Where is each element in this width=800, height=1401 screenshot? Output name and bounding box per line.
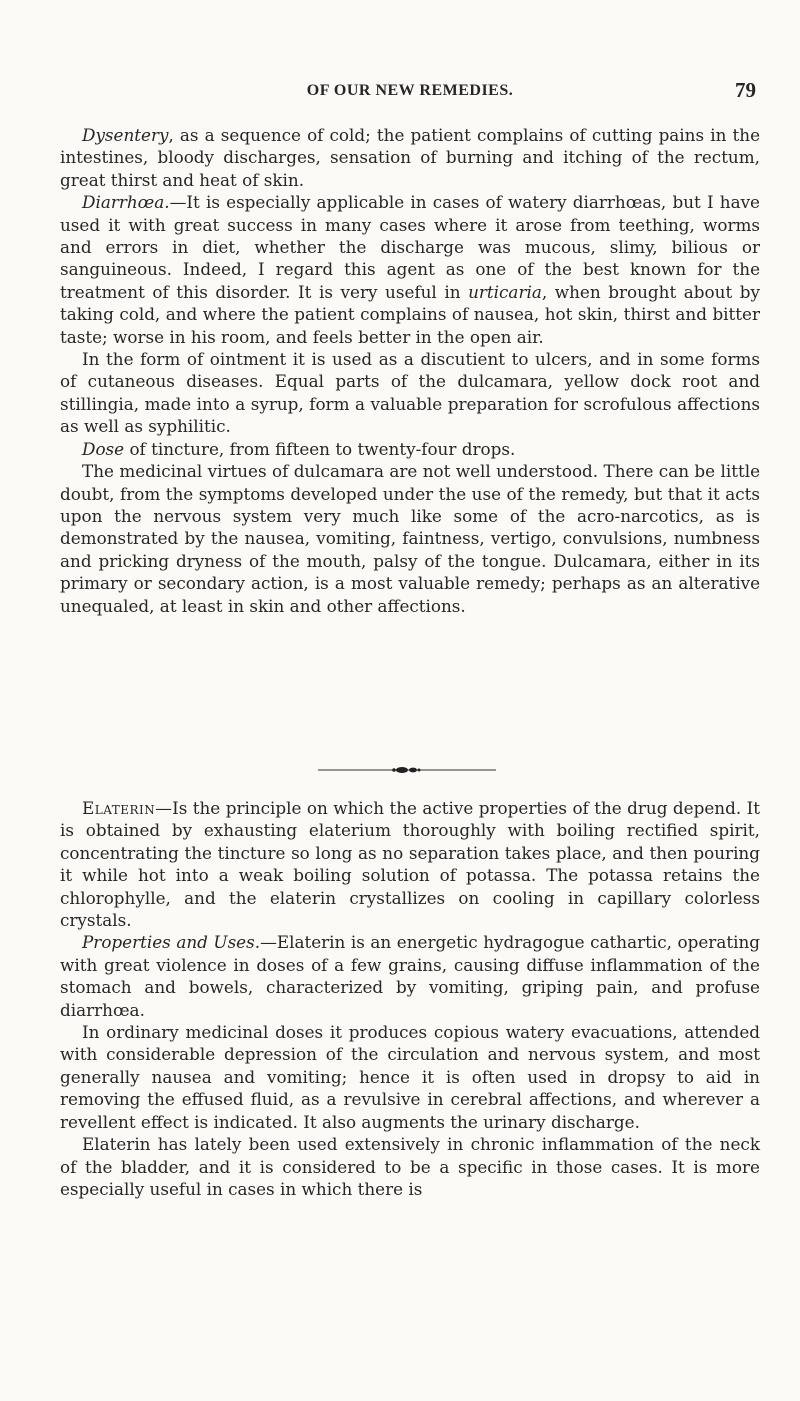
- diarrhoea-text-b: , when brought about by taking cold, and where the patient complains of nausea, hot skin, thirst and bitter taste; worse in his room, and feels better in the open air.: [60, 281, 760, 347]
- diarrhoea-text-a: —It is especially applicable in cases of watery diarrhœas, but I have used it with great success in many cases where it arose from teething, worms and errors in diet, whether the discharge was mucous, slimy, bilious or sanguineous. Indeed, I regard this agent as one of the best known for the treatment of this disorder. It is very useful in: [60, 192, 760, 302]
- properties-text: —Elaterin is an energetic hydragogue cathartic, operating with great violence in doses of a few grains, causing diffuse inflammation of the stomach and bowels, characterized by vomiting, griping pain, and profuse diarrhœa.: [60, 932, 760, 1020]
- bladder-text: Elaterin has lately been used extensively in chronic inflammation of the neck of the bladder, and it is considered to be a specific in those cases. It is more especially useful in cases in which there is: [60, 1134, 760, 1199]
- section-dulcamara-text: [60, 124, 760, 617]
- elaterin-text: —Is the principle on which the active properties of the drug depend. It is obtained by exhausting elaterium thoroughly with boiling rectified spirit, concentrating the tincture so long as no separation takes place, and then pouring it while hot into a weak boiling solution of potassa. The potassa retains the chlorophylle, and the elaterin crystallizes on cooling in capillary colorless crystals.: [60, 798, 760, 931]
- running-title: OF OUR NEW REMEDIES.: [306, 82, 514, 99]
- paragraph-properties: [60, 931, 760, 1021]
- ointment-text: In the form of ointment it is used as a discutient to ulcers, and in some forms of cutaneous diseases. Equal parts of the dulcamara, yellow dock root and stillingia, made into a syrup, form a valuable preparation for scrofulous affections as well as syphilitic.: [60, 349, 760, 437]
- elaterin-heading: Elaterin: [82, 798, 156, 818]
- doses-text: In ordinary medicinal doses it produces copious watery evacuations, attended with considerable depression of the circulation and nervous system, and most generally nausea and vomiting; hence it is often used in dropsy to aid in removing the effused fluid, as a revulsive in cerebral affections, and wherever a revellent effect is indicated. It also augments the urinary discharge.: [60, 1022, 760, 1132]
- paragraph-virtues: [60, 460, 760, 617]
- page-number: 79: [735, 78, 756, 102]
- paragraph-dose: [60, 438, 760, 460]
- paragraph-diarrhoea: [60, 191, 760, 348]
- paragraph-dysentery: [60, 124, 760, 191]
- dysentery-text: , as a sequence of cold; the patient complains of cutting pains in the intestines, bloody discharges, sensation of burning and itching of the rectum, great thirst and heat of skin.: [60, 125, 760, 190]
- section-divider: [318, 766, 496, 774]
- paragraph-bladder: [60, 1133, 760, 1200]
- virtues-text: The medicinal virtues of dulcamara are not well understood. There can be little doubt, from the symptoms developed under the use of the remedy, but that it acts upon the nervous system very much like some of the acro-narcotics, as is demonstrated by the nausea, vomiting, faintness, vertigo, convulsions, numbness and pricking dryness of the mouth, palsy of the tongue. Dulcamara, either in its primary or secondary action, is a most valuable remedy; perhaps as an alterative unequaled, at least in skin and other affections.: [60, 461, 760, 616]
- dysentery-heading: Dysentery: [82, 125, 169, 145]
- dose-text: of tincture, from fifteen to twenty-four drops.: [124, 438, 516, 459]
- running-head: [60, 78, 760, 106]
- properties-heading: Properties and Uses.: [82, 932, 261, 953]
- paragraph-elaterin: [60, 797, 760, 931]
- section-elaterin-text: [60, 797, 760, 1200]
- paragraph-doses: [60, 1021, 760, 1133]
- diarrhoea-heading: Diarrhœa.: [82, 192, 170, 213]
- paragraph-ointment: [60, 348, 760, 438]
- urticaria-term: urticaria: [468, 281, 542, 302]
- dose-heading: Dose: [82, 438, 125, 459]
